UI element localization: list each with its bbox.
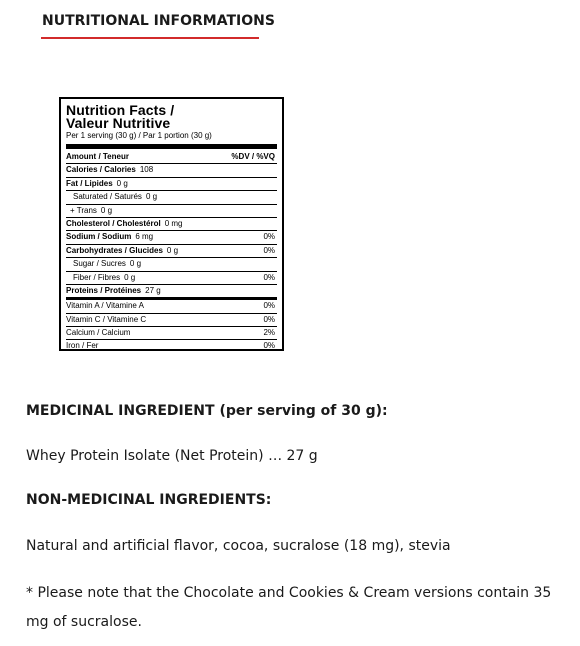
non-medicinal-ingredients: Natural and artificial flavor, cocoa, sucralose (18 mg), stevia <box>26 538 451 554</box>
nutrient-value: 108 <box>139 165 154 175</box>
nutrient-row-fiber <box>66 272 277 285</box>
nutrition-title-fr: Valeur Nutritive <box>66 115 171 131</box>
nutrient-label: + Trans <box>70 205 97 215</box>
nutrient-label: Calories / Calories <box>66 165 136 175</box>
nutrient-row-fat <box>66 178 277 191</box>
vitamin-pct: 2% <box>263 328 275 338</box>
vitamin-row-calcium <box>66 327 277 340</box>
section-title: NUTRITIONAL INFORMATIONS <box>42 13 275 29</box>
nutrient-label: Sugar / Sucres <box>73 259 126 269</box>
amount-header: Amount / Teneur <box>66 152 129 161</box>
nutrient-row-saturated <box>66 191 277 204</box>
nutrient-label: Sodium / Sodium <box>66 232 132 242</box>
medicinal-heading-line <box>26 403 388 419</box>
nutrient-value: 0 g <box>116 178 128 188</box>
vitamin-row-c <box>66 314 277 327</box>
nutrient-row-carbohydrates <box>66 245 277 258</box>
medicinal-heading: MEDICINAL INGREDIENT <box>26 403 215 419</box>
nutrient-pct: 0% <box>263 245 275 255</box>
non-medicinal-heading: NON-MEDICINAL INGREDIENTS: <box>26 492 272 508</box>
nutrient-value: 0 g <box>145 192 158 202</box>
nutrient-row-cholesterol <box>66 218 277 231</box>
medicinal-ingredient: Whey Protein Isolate (Net Protein) … 27 g <box>26 448 318 464</box>
nutrient-label: Fiber / Fibres <box>73 272 121 282</box>
vitamin-row-a <box>66 300 277 313</box>
serving-size: Per 1 serving (30 g) / Par 1 portion (30 g) <box>66 131 212 140</box>
nutrient-label: Proteins / Protéines <box>66 285 142 295</box>
nutrient-row-sodium <box>66 231 277 244</box>
nutrient-pct: 0% <box>263 272 275 282</box>
nutrition-title-en: Nutrition Facts / <box>66 102 175 118</box>
medicinal-heading-suffix: (per serving of 30 g): <box>219 403 388 419</box>
vitamin-label: Calcium / Calcium <box>66 328 131 338</box>
vitamin-label: Vitamin A / Vitamine A <box>66 301 144 311</box>
nutrient-value: 0 g <box>166 245 179 255</box>
thick-divider <box>66 144 277 149</box>
vitamin-label: Vitamin C / Vitamine C <box>66 314 147 324</box>
nutrient-value: 0 g <box>124 272 136 282</box>
nutrient-row-sugar <box>66 258 277 271</box>
nutrient-value: 0 mg <box>164 218 183 228</box>
amount-header-row <box>66 151 277 164</box>
vitamin-pct: 0% <box>263 314 275 324</box>
dv-header: %DV / %VQ <box>231 152 275 161</box>
vitamin-row-iron <box>66 340 277 352</box>
nutrient-label: Fat / Lipides <box>66 178 113 188</box>
vitamin-label: Iron / Fer <box>66 341 99 351</box>
nutrient-pct: 0% <box>263 232 275 242</box>
nutrient-value: 0 g <box>129 259 142 269</box>
nutrition-facts-panel <box>59 97 284 351</box>
nutrient-row-calories <box>66 164 277 177</box>
nutrient-label: Cholesterol / Cholestérol <box>66 218 161 228</box>
nutrient-label: Carbohydrates / Glucides <box>66 245 163 255</box>
sucralose-note: * Please note that the Chocolate and Cookies & Cream versions contain 35 mg of sucralose. <box>26 585 552 630</box>
nutrient-row-trans <box>66 205 277 218</box>
nutrient-value: 6 mg <box>135 232 154 242</box>
vitamin-pct: 0% <box>263 301 275 311</box>
title-underline <box>41 37 259 39</box>
nutrient-row-proteins <box>66 285 277 297</box>
nutrient-label: Saturated / Saturés <box>73 192 142 202</box>
nutrient-value: 27 g <box>145 285 161 295</box>
vitamin-pct: 0% <box>263 341 275 351</box>
nutrient-value: 0 g <box>100 205 113 215</box>
